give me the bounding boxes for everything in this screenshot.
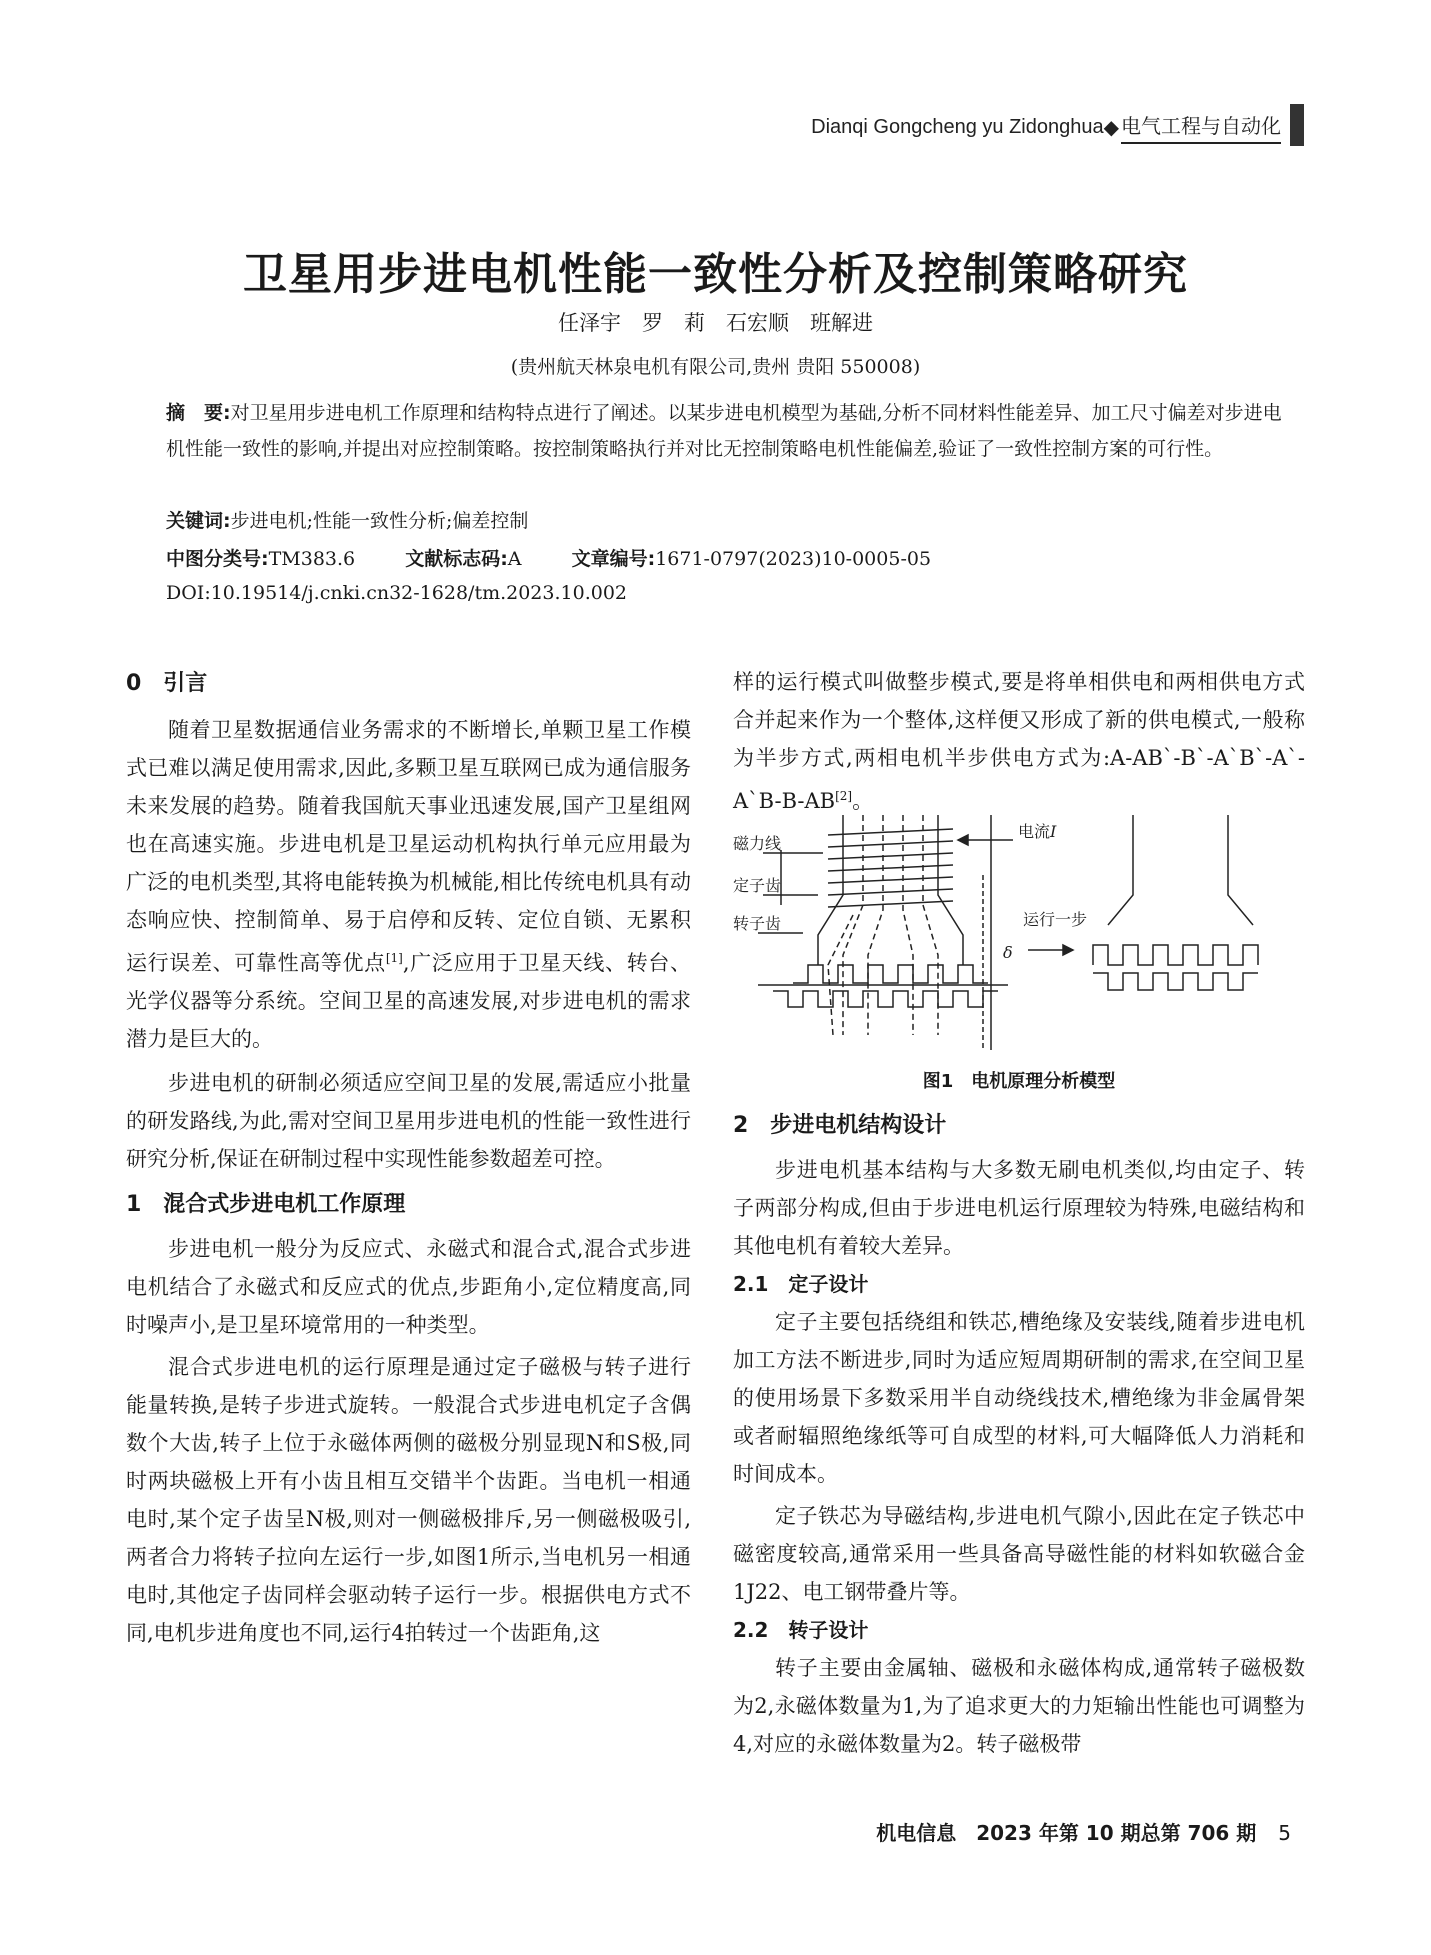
doi: DOI:10.19514/j.cnki.cn32-1628/tm.2023.10.002 [166, 582, 628, 604]
stator-teeth-2 [1093, 945, 1258, 965]
stator-edge-right-2 [1228, 815, 1253, 925]
figure-label-rotor: 转子齿 [733, 914, 782, 933]
article-label: 文章编号: [571, 548, 656, 570]
current-arrowhead [958, 835, 968, 845]
figure-1-motor-model [733, 815, 1305, 1060]
paragraph: 随着卫星数据通信业务需求的不断增长,单颗卫星工作模式已难以满足使用需求,因此,多颗卫星互联网已成为通信服务未来发展的趋势。随着我国航天事业迅速发展,国产卫星组网也在高速实施。步进电机是卫星运动机构执行单元应用最为广泛的电机类型,其将电能转换为机械能,相比传统电机具有动态响应快、控制简单、易于启停和反转、定位自锁、无累积运行误差、可靠性高等优点[1],广泛应用于卫星天线、转台、光学仪器等分系统。空间卫星的高速发展,对步进电机的需求潜力是巨大的。 [126, 718, 692, 1051]
paragraph: 步进电机基本结构与大多数无刷电机类似,均由定子、转子两部分构成,但由于步进电机运行原理较为特殊,电磁结构和其他电机有着较大差异。 [733, 1158, 1305, 1258]
paragraph: 步进电机一般分为反应式、永磁式和混合式,混合式步进电机结合了永磁式和反应式的优点,步距角小,定位精度高,同时噪声小,是卫星环境常用的一种类型。 [126, 1237, 691, 1337]
figure-label-stator: 定子齿 [733, 876, 782, 895]
classification [166, 544, 931, 571]
journal-pinyin: Dianqi Gongcheng yu Zidonghua [811, 115, 1104, 138]
figure-label-delta: δ [1003, 943, 1013, 962]
article-value: 1671-0797(2023)10-0005-05 [655, 548, 932, 570]
rotor-teeth-2 [1093, 973, 1258, 990]
keywords-text: 步进电机;性能一致性分析;偏差控制 [230, 510, 529, 532]
figure-label-flux: 磁力线 [733, 834, 782, 853]
section-0-heading: 0 引言 [126, 671, 208, 696]
paragraph: 样的运行模式叫做整步模式,要是将单相供电和两相供电方式合并起来作为一个整体,这样便又形成了新的供电模式,一般称为半步方式,两相电机半步供电方式为:A-AB`-B`-A`B`-A`-A`B-B-AB[2]。 [733, 670, 1305, 813]
page-footer [876, 1817, 1291, 1846]
right-column-top [733, 663, 1305, 820]
doc-value: A [507, 548, 522, 570]
paragraph: 定子铁芯为导磁结构,步进电机气隙小,因此在定子铁芯中磁密度较高,通常采用一些具备高导磁性能的材料如软磁合金1J22、电工钢带叠片等。 [733, 1504, 1305, 1604]
authors: 任泽宇 罗 莉 石宏顺 班解进 [558, 311, 873, 335]
page-number: 5 [1278, 1821, 1291, 1845]
stator-edge-left-2 [1108, 815, 1133, 925]
footer-journal: 机电信息 2023 年第 10 期总第 706 期 [876, 1821, 1257, 1845]
clc-value: TM383.6 [268, 548, 356, 570]
journal-name-cn: 电气工程与自动化 [1121, 110, 1281, 144]
left-column [126, 663, 691, 1652]
diamond-icon: ◆ [1103, 116, 1119, 139]
abstract-label: 摘 要: [166, 402, 231, 424]
figure-1-caption: 图1 电机原理分析模型 [922, 1071, 1116, 1092]
citation: [2] [835, 789, 853, 803]
affiliation: (贵州航天林泉电机有限公司,贵州 贵阳 550008) [510, 356, 921, 378]
stator-teeth [793, 965, 988, 983]
coil-windings [828, 829, 953, 907]
keywords [166, 506, 528, 533]
section-2-heading: 2 步进电机结构设计 [733, 1113, 947, 1138]
step-arrowhead [1063, 945, 1073, 955]
right-column-lower [733, 1105, 1305, 1763]
doc-label: 文献标志码: [405, 548, 508, 570]
abstract-text: 对卫星用步进电机工作原理和结构特点进行了阐述。以某步进电机模型为基础,分析不同材料性能差异、加工尺寸偏差对步进电机性能一致性的影响,并提出对应控制策略。按控制策略执行并对比无控制策略电机性能偏差,验证了一致性控制方案的可行性。 [166, 402, 1282, 460]
section-2-2-heading: 2.2 转子设计 [733, 1618, 869, 1642]
paragraph: 定子主要包括绕组和铁芯,槽绝缘及安装线,随着步进电机加工方法不断进步,同时为适应短周期研制的需求,在空间卫星的使用场景下多数采用半自动绕线技术,槽绝缘为非金属骨架或者耐辐照绝缘纸等可自成型的材料,可大幅降低人力消耗和时间成本。 [733, 1310, 1305, 1486]
running-header [811, 110, 1281, 144]
section-2-1-heading: 2.1 定子设计 [733, 1272, 869, 1296]
clc-label: 中图分类号: [166, 548, 269, 570]
header-bar [1290, 104, 1304, 146]
citation: [1] [385, 951, 403, 965]
paragraph: 步进电机的研制必须适应空间卫星的发展,需适应小批量的研发路线,为此,需对空间卫星用步进电机的性能一致性进行研究分析,保证在研制过程中实现性能参数超差可控。 [126, 1071, 691, 1171]
figure-label-step: 运行一步 [1023, 910, 1088, 929]
figure-label-current: 电流I [1018, 822, 1057, 841]
paper-title: 卫星用步进电机性能一致性分析及控制策略研究 [243, 249, 1188, 300]
rotor-teeth [773, 991, 998, 1007]
keywords-label: 关键词: [166, 510, 231, 532]
abstract [166, 395, 1296, 467]
paragraph: 混合式步进电机的运行原理是通过定子磁极与转子进行能量转换,是转子步进式旋转。一般混合式步进电机定子含偶数个大齿,转子上位于永磁体两侧的磁极分别显现N和S极,同时两块磁极上开有小齿且相互交错半个齿距。当电机一相通电时,某个定子齿呈N极,则对一侧磁极排斥,另一侧磁极吸引,两者合力将转子拉向左运行一步,如图1所示,当电机另一相通电时,其他定子齿同样会驱动转子运行一步。根据供电方式不同,电机步进角度也不同,运行4拍转过一个齿距角,这 [126, 1355, 691, 1645]
paragraph: 转子主要由金属轴、磁极和永磁体构成,通常转子磁极数为2,永磁体数量为1,为了追求更大的力矩输出性能也可调整为4,对应的永磁体数量为2。转子磁极带 [733, 1656, 1305, 1756]
section-1-heading: 1 混合式步进电机工作原理 [126, 1192, 406, 1217]
flux-lines [828, 815, 938, 1035]
